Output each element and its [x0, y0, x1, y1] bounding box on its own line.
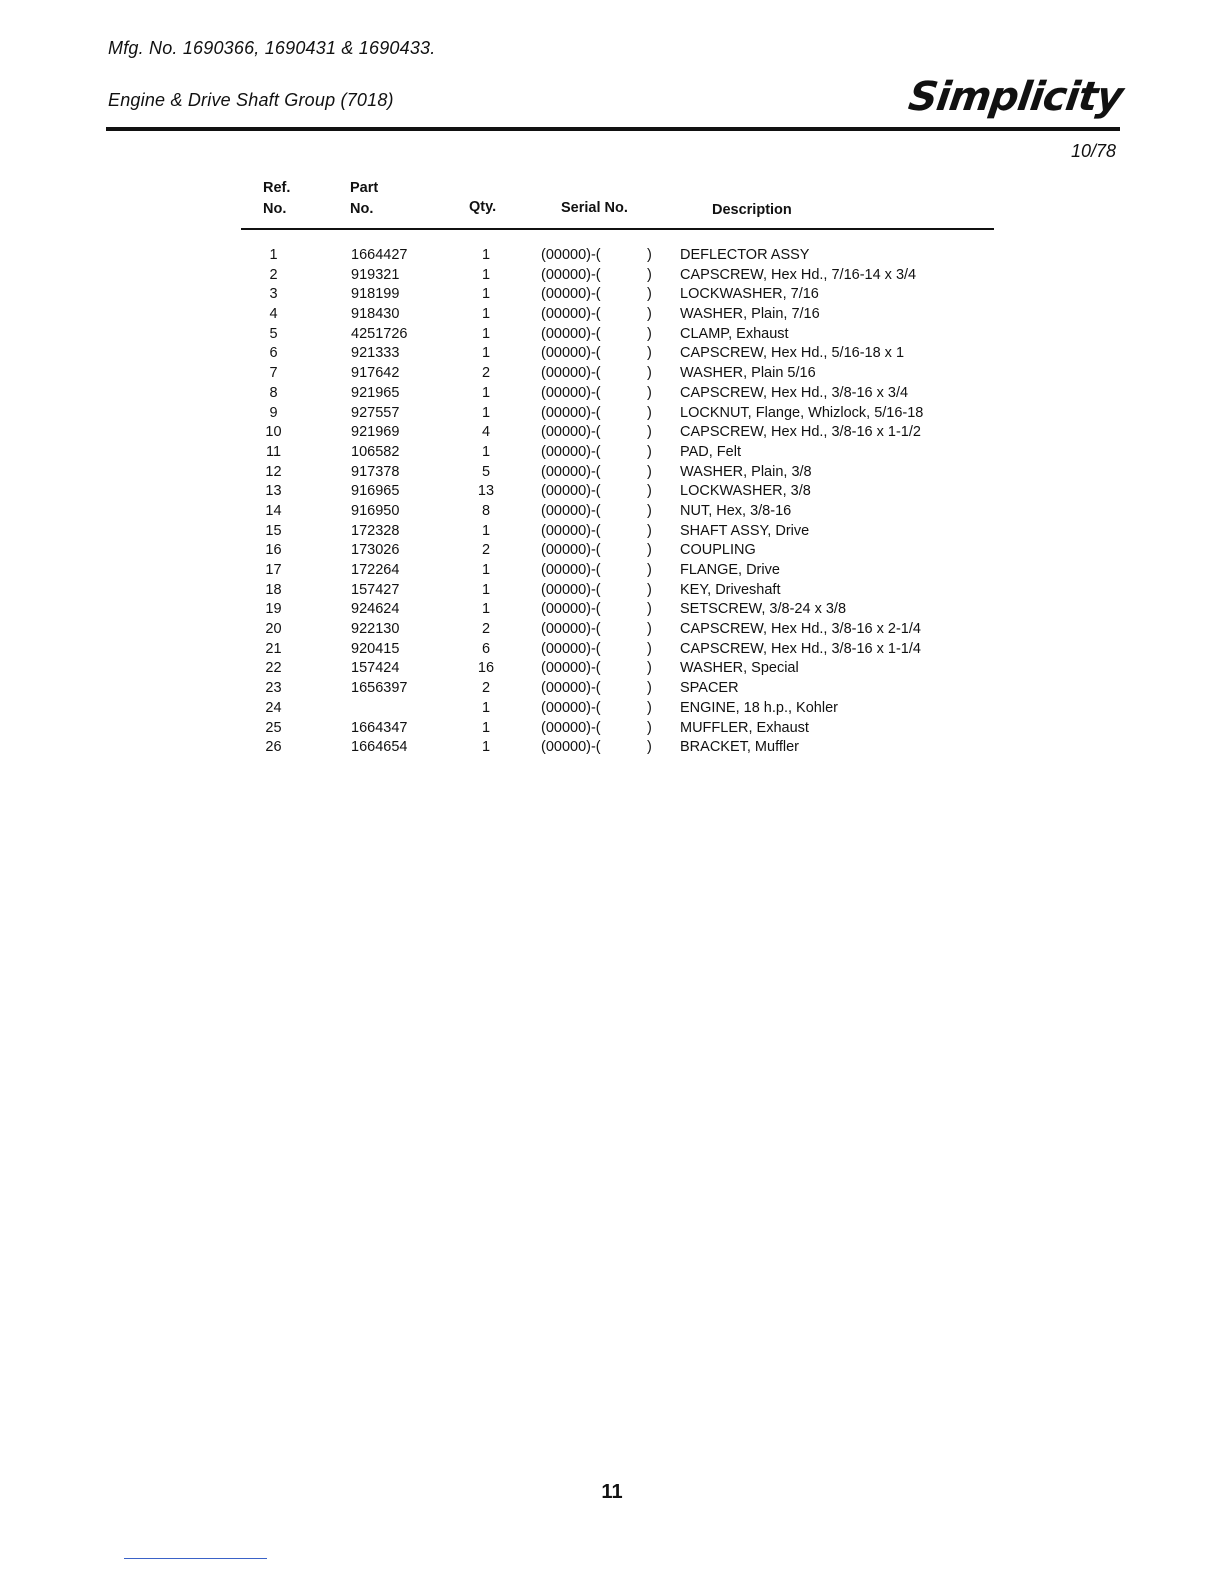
- header-description: Description: [712, 202, 792, 218]
- serial-cell: (00000)-(: [541, 562, 601, 578]
- serial-close-cell: ): [647, 483, 652, 500]
- description-cell: DEFLECTOR ASSY: [680, 247, 810, 263]
- part-cell: 922130: [351, 621, 400, 638]
- serial-close-cell: ): [647, 384, 652, 401]
- ref-cell: 17: [265, 562, 282, 578]
- qty-cell: 1: [481, 719, 491, 736]
- table-row: [241, 561, 994, 581]
- part-cell: 919321: [351, 266, 400, 283]
- ref-cell: 18: [265, 581, 282, 598]
- description-cell: SETSCREW, 3/8-24 x 3/8: [680, 601, 847, 618]
- part-cell: 917642: [351, 365, 400, 382]
- serial-cell: (00000)-(: [541, 384, 601, 401]
- description-cell: SPACER: [680, 680, 739, 697]
- serial-close-cell: ): [647, 522, 652, 539]
- table-row: [241, 600, 994, 620]
- qty-cell: 1: [481, 266, 491, 283]
- serial-close-cell: ): [647, 621, 652, 638]
- header-rule-table: [241, 228, 994, 230]
- ref-cell: 19: [265, 601, 282, 618]
- part-cell: 157424: [351, 660, 400, 677]
- header-rule: [106, 127, 1120, 131]
- part-cell: 4251726: [351, 325, 408, 342]
- ref-cell: 20: [265, 621, 282, 638]
- serial-cell: (00000)-(: [541, 345, 601, 362]
- table-row: [241, 384, 994, 404]
- qty-cell: 1: [481, 306, 491, 323]
- table-row: [241, 640, 994, 660]
- serial-cell: (00000)-(: [541, 325, 601, 342]
- description-cell: ENGINE, 18 h.p., Kohler: [680, 699, 838, 716]
- description-cell: CAPSCREW, Hex Hd., 3/8-16 x 3/4: [680, 384, 909, 401]
- qty-cell: 1: [481, 699, 491, 716]
- table-row: [241, 679, 994, 699]
- ref-cell: 15: [265, 522, 282, 539]
- ref-cell: 23: [265, 680, 282, 697]
- table-row: [241, 404, 994, 424]
- header-ref-line1: Ref.: [263, 180, 291, 196]
- header-part: [350, 178, 378, 220]
- table-row: [241, 738, 994, 758]
- ref-cell: 7: [269, 365, 278, 382]
- qty-cell: 1: [481, 404, 491, 421]
- serial-cell: (00000)-(: [541, 247, 601, 263]
- part-cell: 924624: [351, 601, 400, 618]
- serial-cell: (00000)-(: [541, 640, 601, 657]
- serial-close-cell: ): [647, 306, 652, 323]
- part-cell: 172328: [351, 522, 400, 539]
- serial-cell: (00000)-(: [541, 463, 601, 480]
- description-cell: WASHER, Plain, 3/8: [680, 463, 812, 480]
- description-cell: LOCKWASHER, 3/8: [680, 483, 811, 500]
- serial-cell: (00000)-(: [541, 581, 601, 598]
- table-row: [241, 443, 994, 463]
- serial-cell: (00000)-(: [541, 424, 601, 441]
- table-body: [241, 246, 994, 758]
- qty-cell: 6: [481, 640, 491, 657]
- ref-cell: 14: [265, 502, 282, 519]
- part-cell: 1664347: [351, 719, 408, 736]
- serial-close-cell: ): [647, 424, 652, 441]
- qty-cell: 16: [477, 660, 495, 677]
- serial-close-cell: ): [647, 365, 652, 382]
- serial-cell: (00000)-(: [541, 483, 601, 500]
- table-row: [241, 502, 994, 522]
- qty-cell: 1: [481, 601, 491, 618]
- table-row: [241, 522, 994, 542]
- ref-cell: 12: [265, 463, 282, 480]
- page-number: 11: [601, 1481, 623, 1503]
- serial-close-cell: ): [647, 443, 652, 460]
- description-cell: CLAMP, Exhaust: [680, 325, 789, 342]
- table-row: [241, 266, 994, 286]
- part-cell: 1656397: [351, 680, 408, 697]
- table-row: [241, 344, 994, 364]
- ref-cell: 16: [265, 542, 282, 559]
- description-cell: SHAFT ASSY, Drive: [680, 522, 810, 539]
- qty-cell: 1: [481, 345, 491, 362]
- description-cell: WASHER, Plain, 7/16: [680, 306, 820, 323]
- serial-close-cell: ): [647, 247, 652, 263]
- serial-cell: (00000)-(: [541, 443, 601, 460]
- serial-cell: (00000)-(: [541, 699, 601, 716]
- table-row: [241, 620, 994, 640]
- header-serial: Serial No.: [561, 200, 628, 216]
- qty-cell: 2: [481, 621, 491, 638]
- header-part-line2: No.: [350, 201, 374, 217]
- description-cell: KEY, Driveshaft: [680, 581, 781, 598]
- serial-cell: (00000)-(: [541, 286, 601, 303]
- qty-cell: 13: [477, 483, 495, 500]
- table-row: [241, 581, 994, 601]
- qty-cell: 1: [481, 739, 491, 756]
- serial-close-cell: ): [647, 680, 652, 697]
- serial-close-cell: ): [647, 739, 652, 756]
- qty-cell: 1: [481, 384, 491, 401]
- description-cell: BRACKET, Muffler: [680, 739, 799, 756]
- serial-cell: (00000)-(: [541, 660, 601, 677]
- serial-close-cell: ): [647, 719, 652, 736]
- qty-cell: 1: [481, 562, 491, 578]
- qty-cell: 2: [481, 365, 491, 382]
- table-row: [241, 423, 994, 443]
- table-row: [241, 699, 994, 719]
- serial-close-cell: ): [647, 345, 652, 362]
- description-cell: WASHER, Plain 5/16: [680, 365, 816, 382]
- part-cell: 918430: [351, 306, 400, 323]
- description-cell: MUFFLER, Exhaust: [680, 719, 809, 736]
- serial-cell: (00000)-(: [541, 404, 601, 421]
- part-cell: 921969: [351, 424, 400, 441]
- qty-cell: 1: [481, 522, 491, 539]
- qty-cell: 1: [481, 325, 491, 342]
- serial-close-cell: ): [647, 286, 652, 303]
- part-cell: 916950: [351, 502, 400, 519]
- ref-cell: 24: [265, 699, 282, 716]
- part-cell: 921333: [351, 345, 400, 362]
- serial-cell: (00000)-(: [541, 719, 601, 736]
- serial-cell: (00000)-(: [541, 621, 601, 638]
- description-cell: LOCKWASHER, 7/16: [680, 286, 819, 303]
- ref-cell: 25: [265, 719, 282, 736]
- description-cell: NUT, Hex, 3/8-16: [680, 502, 792, 519]
- part-cell: 106582: [351, 443, 400, 460]
- part-cell: 927557: [351, 404, 400, 421]
- qty-cell: 1: [481, 286, 491, 303]
- serial-close-cell: ): [647, 463, 652, 480]
- table-row: [241, 719, 994, 739]
- part-cell: 172264: [351, 562, 400, 578]
- serial-close-cell: ): [647, 660, 652, 677]
- serial-close-cell: ): [647, 266, 652, 283]
- header-ref: [263, 178, 290, 220]
- group-title: Engine & Drive Shaft Group (7018): [108, 90, 394, 110]
- ref-cell: 22: [265, 660, 282, 677]
- table-row: [241, 246, 994, 266]
- ref-cell: 26: [265, 739, 282, 756]
- description-cell: CAPSCREW, Hex Hd., 3/8-16 x 1-1/4: [680, 640, 921, 657]
- footer-link-line: [124, 1558, 267, 1559]
- part-cell: 918199: [351, 286, 400, 303]
- table-row: [241, 364, 994, 384]
- qty-cell: 1: [481, 581, 491, 598]
- ref-cell: 8: [269, 384, 278, 401]
- ref-cell: 4: [269, 306, 278, 323]
- part-cell: 1664654: [351, 739, 408, 756]
- description-cell: COUPLING: [680, 542, 756, 559]
- part-cell: 157427: [351, 581, 400, 598]
- serial-cell: (00000)-(: [541, 739, 601, 756]
- ref-cell: 10: [265, 424, 282, 441]
- part-cell: 1664427: [351, 247, 408, 263]
- ref-cell: 21: [265, 640, 282, 657]
- header-ref-line2: No.: [263, 201, 287, 217]
- serial-close-cell: ): [647, 640, 652, 657]
- serial-cell: (00000)-(: [541, 266, 601, 283]
- serial-cell: (00000)-(: [541, 522, 601, 539]
- ref-cell: 3: [269, 286, 278, 303]
- ref-cell: 11: [265, 443, 282, 460]
- table-row: [241, 325, 994, 345]
- header-part-line1: Part: [350, 180, 379, 196]
- ref-cell: 6: [269, 345, 278, 362]
- table-row: [241, 305, 994, 325]
- serial-cell: (00000)-(: [541, 601, 601, 618]
- serial-close-cell: ): [647, 502, 652, 519]
- qty-cell: 8: [481, 502, 491, 519]
- serial-cell: (00000)-(: [541, 680, 601, 697]
- description-cell: PAD, Felt: [680, 443, 741, 460]
- serial-close-cell: ): [647, 404, 652, 421]
- serial-close-cell: ): [647, 581, 652, 598]
- description-cell: FLANGE, Drive: [680, 562, 780, 578]
- table-row: [241, 659, 994, 679]
- description-cell: LOCKNUT, Flange, Whizlock, 5/16-18: [680, 404, 924, 421]
- serial-close-cell: ): [647, 601, 652, 618]
- serial-close-cell: ): [647, 699, 652, 716]
- table-row: [241, 541, 994, 561]
- header-qty: Qty.: [469, 199, 497, 215]
- part-cell: 920415: [351, 640, 400, 657]
- table-row: [241, 463, 994, 483]
- ref-cell: 2: [269, 266, 278, 283]
- serial-cell: (00000)-(: [541, 502, 601, 519]
- table-row: [241, 285, 994, 305]
- qty-cell: 5: [481, 463, 491, 480]
- revision-date: 10/78: [1070, 141, 1116, 161]
- ref-cell: 1: [269, 247, 278, 263]
- serial-cell: (00000)-(: [541, 365, 601, 382]
- qty-cell: 2: [481, 680, 491, 697]
- description-cell: CAPSCREW, Hex Hd., 3/8-16 x 2-1/4: [680, 621, 921, 638]
- serial-close-cell: ): [647, 562, 652, 578]
- ref-cell: 9: [269, 404, 278, 421]
- qty-cell: 1: [481, 247, 491, 263]
- qty-cell: 1: [481, 443, 491, 460]
- description-cell: CAPSCREW, Hex Hd., 5/16-18 x 1: [680, 345, 905, 362]
- mfg-numbers: Mfg. No. 1690366, 1690431 & 1690433.: [108, 38, 436, 58]
- part-cell: 921965: [351, 384, 400, 401]
- part-cell: 916965: [351, 483, 400, 500]
- qty-cell: 4: [481, 424, 491, 441]
- description-cell: WASHER, Special: [680, 660, 799, 677]
- parts-table: [241, 176, 994, 756]
- ref-cell: 13: [265, 483, 282, 500]
- table-row: [241, 482, 994, 502]
- simplicity-logo: Simplicity: [905, 74, 1126, 120]
- serial-cell: (00000)-(: [541, 542, 601, 559]
- table-header: [241, 176, 994, 228]
- qty-cell: 2: [481, 542, 491, 559]
- part-cell: 917378: [351, 463, 400, 480]
- serial-cell: (00000)-(: [541, 306, 601, 323]
- description-cell: CAPSCREW, Hex Hd., 7/16-14 x 3/4: [680, 266, 917, 283]
- serial-close-cell: ): [647, 542, 652, 559]
- serial-close-cell: ): [647, 325, 652, 342]
- ref-cell: 5: [269, 325, 278, 342]
- description-cell: CAPSCREW, Hex Hd., 3/8-16 x 1-1/2: [680, 424, 921, 441]
- part-cell: 173026: [351, 542, 400, 559]
